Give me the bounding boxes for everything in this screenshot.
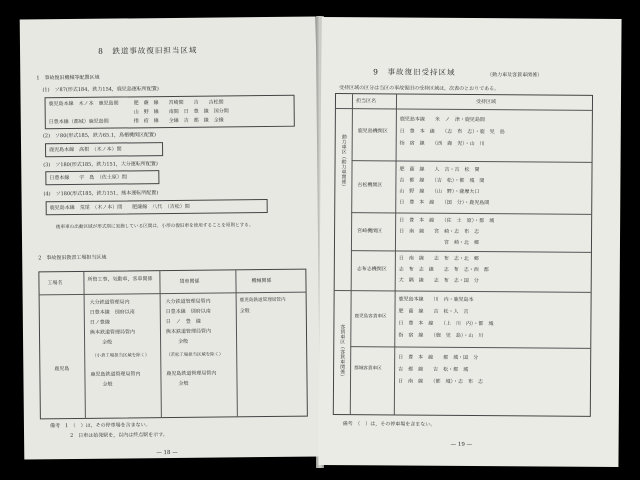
depot-name: 志布志機関区 (356, 266, 387, 273)
coverage-row: 鹿児島本線 荒尾 （木ノ本）間 肥薩線 八代 （吉松）間 (49, 203, 190, 212)
area-cell: 日 南 線 志 布 志・北 郷 (398, 255, 479, 263)
area-cell: 指 宿 線 （西 鹿 児）・山 川 (399, 140, 485, 148)
assignment-table (333, 93, 593, 417)
right-footnote: 備考 （ ）は，その停車場を含まない。 (342, 421, 436, 428)
area-cell: 肥 薩 線 人 吉・吉 松 間 (399, 166, 480, 174)
col2-item: 全般 (102, 339, 113, 346)
col2-item: 大分鉄道管理局内 (89, 299, 130, 306)
coverage-box-1 (45, 95, 295, 130)
right-page-number: — 19 — (450, 441, 473, 449)
group-label-car: 客貨車区（客貨車関係） (339, 324, 346, 380)
header-passenger: 所管工事，気動車，客車関係 (87, 276, 153, 283)
coverage-row: 鹿児島本線 高根 （木ノ本）間 (49, 146, 122, 154)
factory-name: 鹿児島 (54, 366, 70, 373)
col4-item: 全般 (239, 308, 250, 315)
area-cell: 志 布 志 線 志 布 志・西 都 (398, 266, 489, 274)
col4-item: 鹿児島鉄道管理局管内 (239, 297, 286, 304)
depot-name: 都城客貨車区 (354, 366, 382, 372)
col3-item: 鹿児島鉄道管理局管内 (166, 370, 217, 378)
area-cell: 山 野 線 （山 野）・薩摩大口 (399, 188, 480, 196)
col3-item: 日 ノ 豊 線 (165, 318, 201, 326)
area-cell: 宮 崎・北 郷 (398, 239, 480, 247)
col2-item: 日ノ豊線 (89, 319, 110, 326)
group-label-motive: 動力車区（動力車関係） (340, 134, 347, 190)
col3-item: （若松工場担当区域を除く） (166, 352, 224, 359)
coverage-box-2 (45, 142, 163, 157)
left-page-number: — 18 — (156, 449, 178, 457)
area-cell: 日 南 線 （都 城）・志 布 志 (398, 378, 484, 386)
coverage-row: 山 野 線 南間 日 豊 線 国分間 (48, 108, 229, 117)
col2-item: （小倉工場担当区域を除く） (92, 353, 150, 359)
coverage-row: 日豊本線（都城）鹿児島間 指 宿 線 全線 吉 都 線 全線 (48, 117, 224, 126)
col3-item: 全般 (178, 380, 189, 387)
area-cell: 日 豊 本 線 （佐 土 原）・都 城 (399, 217, 495, 225)
depot-name: 宮崎機関区 (357, 228, 383, 235)
header-machinery: 機械関係 (251, 277, 272, 285)
area-cell: 大 隅 線 志 布 志・国 分 (398, 277, 479, 285)
equipment-line-1: (1) ソ87(形式184，鉄力154，鹿児島運転所配置) (42, 86, 159, 94)
depot-name: 鹿児島客貨車区 (354, 314, 387, 320)
header-depot: 担当区名 (355, 98, 377, 105)
equipment-line-2: (2) ソ80(形式185，鉄力65.1，鳥栖機関区配置) (42, 132, 156, 140)
left-page-title: 8 鉄道事故復旧担当区域 (97, 45, 198, 56)
coverage-box-3 (45, 170, 159, 185)
area-cell: 日 豊 本 線 （国 分）・鹿児島間 (399, 199, 490, 207)
depot-name: 鹿児島機関区 (357, 128, 388, 135)
section-1-heading: 1 事故復旧機械等配置区域 (36, 74, 100, 82)
right-page-title-note: （動力車及客貨車関係） (487, 72, 543, 79)
coverage-box-4 (46, 199, 268, 215)
col2-item: 熊本鉄道管理局管内 (89, 329, 136, 336)
area-cell: 鹿児島本線 米 ノ 津・鹿児島間 (399, 116, 485, 124)
area-cell: 日 南 線 宮 崎・志 布 志 (399, 228, 480, 236)
header-freight: 貨車関係 (179, 278, 200, 285)
left-page (20, 16, 321, 459)
header-factory: 工場名 (47, 280, 63, 287)
area-cell: 鹿児島本線 川 内・鹿児島本 (398, 296, 474, 304)
area-cell: 日 豊 本 線 （上 川 内）・都 城 (398, 320, 494, 328)
coverage-row: 日豊本線 宇 島 （佐土原）間 (49, 174, 127, 182)
right-page (318, 17, 621, 467)
col2-item: 鹿児島鉄道管理局管内 (90, 371, 141, 378)
footnote-2: 2 日車は始発駅を，以内は終点駅を示す。 (70, 432, 168, 440)
right-page-title: 9 事故復旧受持区域 (373, 67, 456, 77)
coverage-row: 鹿児島本線 木ノ本 鹿児島間 肥 薩 線 宮崎間 吉 吉松間 (48, 99, 224, 108)
depot-name: 吉松機関区 (357, 182, 383, 189)
col3-item: 全般 (178, 338, 189, 345)
header-area: 受持区域 (475, 99, 497, 106)
col3-item: 熊本鉄道管理局管内 (165, 328, 212, 336)
area-cell: 吉 都 線 （吉 松）・都 城 間 (399, 177, 485, 185)
col3-item: 日豊本線 別府以南 (165, 308, 211, 316)
factory-table (38, 269, 308, 420)
area-cell: 肥 薩 線 吉 松・人 吉 (398, 308, 469, 315)
note-line: 後車車の出動区域が形式別に実施している区間は，小形の復旧車を使用することを原則とする。 (55, 223, 254, 231)
equipment-line-3: (3) ソ180(形式185，鉄力151，大分運転所配置) (43, 161, 158, 169)
area-cell: 日 豊 本 線 （志 布 志）・鹿 児 島 (399, 128, 505, 136)
col3-item: 大分鉄道管理局管内 (165, 298, 211, 306)
area-cell: 日 豊 本 線 都 城・国 分 (398, 354, 479, 362)
col2-item: 日豊本線 別府以南 (89, 309, 135, 316)
section-2-heading: 2 事故復旧教習工場担当区域 (38, 254, 107, 262)
area-cell: 指 宿 線 （鹿 児 島）・山 川 (398, 332, 484, 340)
area-cell: 吉 都 線 吉 松・都 城 (398, 366, 469, 373)
footnote-1: 備考 1 （ ）は，その停車場を含まない。 (49, 422, 151, 430)
intro-line: 受持区域の区分は当区の事故復旧の受持区域は，次表のとおりである。 (339, 85, 500, 93)
equipment-line-4: (4) ソ180(形式185，鉄力151，熊本運転所配置) (43, 190, 159, 198)
col2-item: 全般 (102, 381, 113, 388)
